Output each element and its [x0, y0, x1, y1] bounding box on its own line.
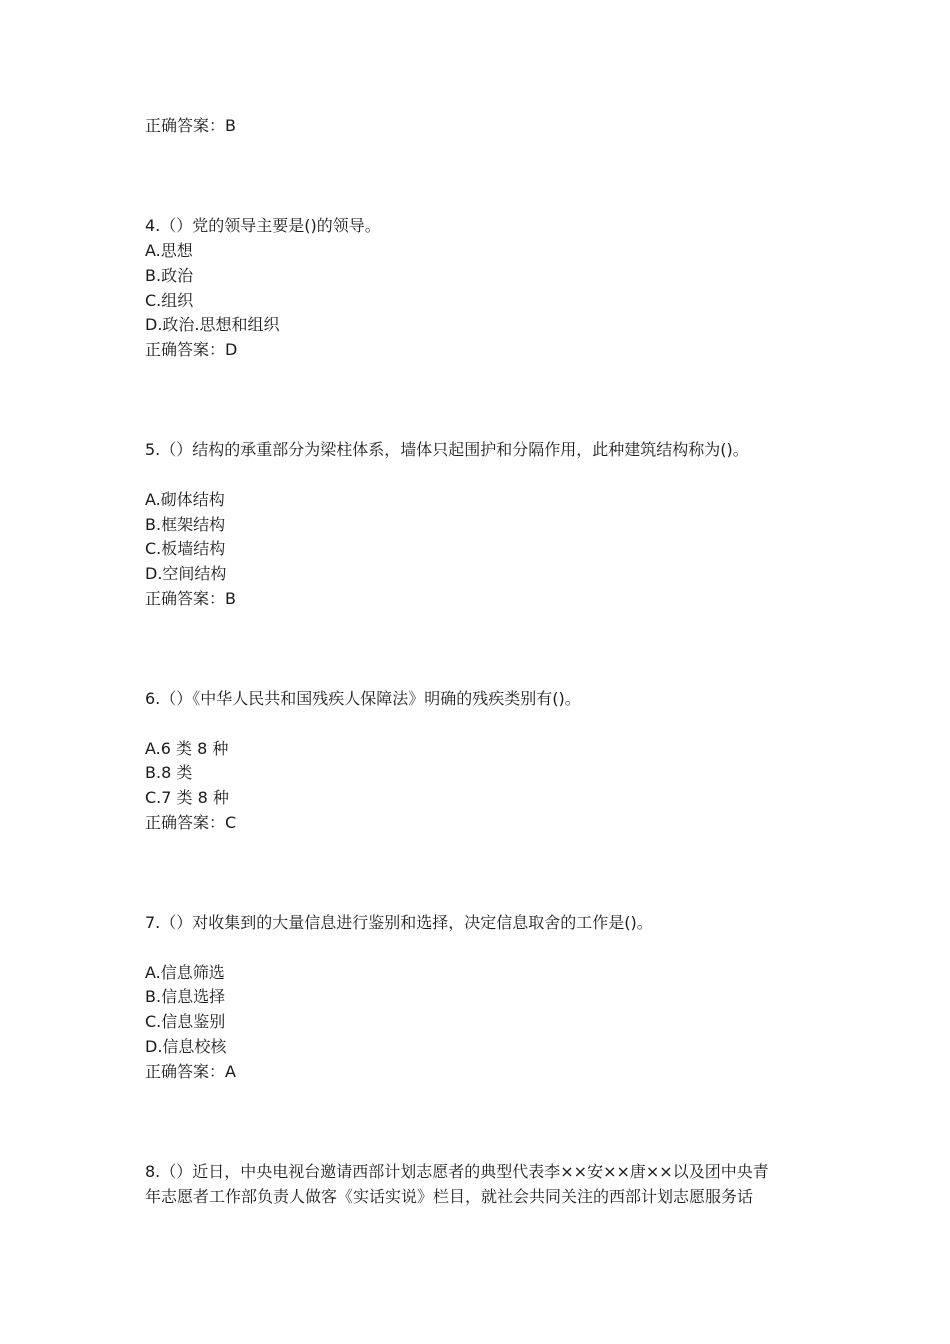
- question-4-option-a: A.思想: [145, 241, 193, 260]
- question-4-option-b: B.政治: [145, 266, 194, 285]
- question-5-option-a: A.砌体结构: [145, 490, 225, 509]
- question-6-option-a: A.6 类 8 种: [145, 739, 229, 758]
- question-8-stem-line-2: 年志愿者工作部负责人做客《实话实说》栏目，就社会共同关注的西部计划志愿服务话: [145, 1187, 754, 1206]
- question-6-stem: 6.（）《中华人民共和国残疾人保障法》明确的残疾类别有()。: [145, 689, 581, 708]
- question-5-option-d: D.空间结构: [145, 564, 227, 583]
- question-5-answer: 正确答案：B: [145, 589, 236, 608]
- question-7-stem: 7.（）对收集到的大量信息进行鉴别和选择，决定信息取舍的工作是()。: [145, 913, 653, 932]
- question-5-option-c: C.板墙结构: [145, 539, 226, 558]
- question-4-option-c: C.组织: [145, 291, 194, 310]
- question-5-option-b: B.框架结构: [145, 515, 226, 534]
- question-6-option-b: B.8 类: [145, 763, 193, 782]
- question-7-option-b: B.信息选择: [145, 987, 226, 1006]
- question-7-answer: 正确答案：A: [145, 1062, 236, 1081]
- question-6-answer: 正确答案：C: [145, 813, 237, 832]
- previous-answer: 正确答案：B: [145, 116, 236, 135]
- question-7-option-d: D.信息校核: [145, 1037, 227, 1056]
- question-7-option-a: A.信息筛选: [145, 963, 225, 982]
- question-4-stem: 4.（）党的领导主要是()的领导。: [145, 216, 381, 235]
- question-4-option-d: D.政治.思想和组织: [145, 315, 280, 334]
- question-4-answer: 正确答案：D: [145, 340, 238, 359]
- question-7-option-c: C.信息鉴别: [145, 1012, 226, 1031]
- question-6-option-c: C.7 类 8 种: [145, 788, 229, 807]
- question-8-stem-line-1: 8.（）近日，中央电视台邀请西部计划志愿者的典型代表李××安××唐××以及团中央青: [145, 1162, 769, 1181]
- question-5-stem: 5.（）结构的承重部分为梁柱体系，墙体只起围护和分隔作用，此种建筑结构称为()。: [145, 440, 749, 459]
